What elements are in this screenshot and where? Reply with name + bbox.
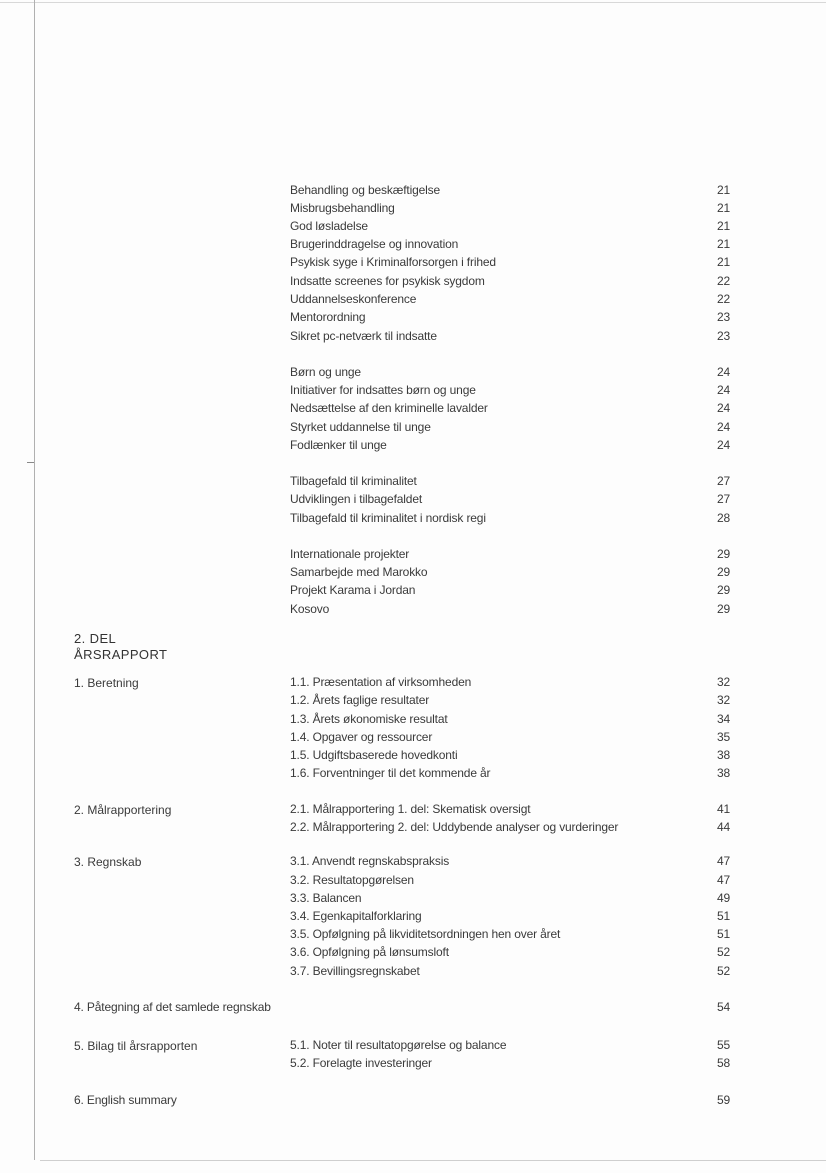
toc-entry-label: Sikret pc-netværk til indsatte xyxy=(290,329,437,343)
toc-entry-page: 22 xyxy=(716,274,730,288)
toc-entry-page: 29 xyxy=(716,583,730,597)
toc-entry[interactable] xyxy=(290,800,730,818)
toc-entry-page: 21 xyxy=(716,201,730,215)
toc-entry-page: 49 xyxy=(716,891,730,905)
toc-entry-label: Tilbagefald til kriminalitet i nordisk regi xyxy=(290,511,486,525)
toc-entry[interactable] xyxy=(290,871,730,889)
toc-entry[interactable] xyxy=(290,472,730,490)
toc-entry-label: 3.2. Resultatopgørelsen xyxy=(290,873,414,887)
toc-entry-page: 21 xyxy=(716,237,730,251)
toc-entry-label: 5.2. Forelagte investeringer xyxy=(290,1056,432,1070)
toc-entry-label: 2.1. Målrapportering 1. del: Skematisk oversigt xyxy=(290,802,531,816)
toc-entry-page: 21 xyxy=(716,183,730,197)
toc-entry[interactable] xyxy=(290,308,730,326)
toc-entry-label: 3.1. Anvendt regnskabspraksis xyxy=(290,854,450,868)
toc-entry-page: 29 xyxy=(716,565,730,579)
toc-entry-label: 3.6. Opfølgning på lønsumsloft xyxy=(290,945,449,959)
toc-entry-label: 1.6. Forventninger til det kommende år xyxy=(290,766,491,780)
toc-entry-label: Uddannelseskonference xyxy=(290,292,417,306)
toc-entry-label: Kosovo xyxy=(290,602,330,616)
toc-entry-page: 34 xyxy=(716,712,730,726)
toc-entry-page: 51 xyxy=(716,909,730,923)
toc-entry-label: 2.2. Målrapportering 2. del: Uddybende analyser og vurderinger xyxy=(290,820,619,834)
toc-entry-label: Indsatte screenes for psykisk sygdom xyxy=(290,274,485,288)
toc-entry[interactable] xyxy=(290,436,730,454)
toc-entry[interactable] xyxy=(290,746,730,764)
toc-entry-label: Fodlænker til unge xyxy=(290,438,387,452)
toc-entry-page: 47 xyxy=(716,854,730,868)
toc-entry[interactable] xyxy=(290,600,730,618)
toc-entry[interactable] xyxy=(290,1036,730,1054)
toc-entry[interactable] xyxy=(290,399,730,417)
toc-entry[interactable] xyxy=(290,907,730,925)
toc-entry[interactable] xyxy=(290,563,730,581)
section-title: 2. Målrapportering xyxy=(74,803,172,817)
toc-entry[interactable] xyxy=(290,889,730,907)
toc-entry-label: Børn og unge xyxy=(290,365,361,379)
toc-entry-label: God løsladelse xyxy=(290,219,368,233)
toc-entry-label: Projekt Karama i Jordan xyxy=(290,583,416,597)
toc-entry[interactable] xyxy=(290,764,730,782)
toc-entry[interactable] xyxy=(290,581,730,599)
toc-entry-label: Psykisk syge i Kriminalforsorgen i frihed xyxy=(290,255,496,269)
toc-entry-page: 59 xyxy=(716,1093,730,1107)
toc-entry-label: Mentorordning xyxy=(290,310,366,324)
toc-entry-label: 1.2. Årets faglige resultater xyxy=(290,693,430,707)
toc-entry-label: Internationale projekter xyxy=(290,547,410,561)
toc-entry-label: 5.1. Noter til resultatopgørelse og balance xyxy=(290,1038,507,1052)
toc-entry-page: 21 xyxy=(716,219,730,233)
toc-entry[interactable] xyxy=(290,710,730,728)
section-title: 3. Regnskab xyxy=(74,855,142,869)
toc-entry-page: 32 xyxy=(716,675,730,689)
toc-entry-label: 3.3. Balancen xyxy=(290,891,362,905)
toc-entry[interactable] xyxy=(290,253,730,271)
toc-entry-page: 55 xyxy=(716,1038,730,1052)
toc-entry[interactable] xyxy=(290,673,730,691)
toc-entry-label: Initiativer for indsattes børn og unge xyxy=(290,383,476,397)
toc-entry-page: 28 xyxy=(716,511,730,525)
toc-entry-label: Styrket uddannelse til unge xyxy=(290,420,431,434)
toc-entry-page: 24 xyxy=(716,401,730,415)
part-heading xyxy=(74,631,167,663)
page-edge-top xyxy=(0,2,826,3)
toc-entry-page: 32 xyxy=(716,693,730,707)
toc-entry-label: Samarbejde med Marokko xyxy=(290,565,428,579)
toc-entry-page: 22 xyxy=(716,292,730,306)
toc-entry-page: 23 xyxy=(716,329,730,343)
toc-entry-page: 29 xyxy=(716,547,730,561)
toc-entry[interactable] xyxy=(290,490,730,508)
toc-entry-label: Misbrugsbehandling xyxy=(290,201,395,215)
toc-entry-page: 27 xyxy=(716,492,730,506)
toc-entry-label: Behandling og beskæftigelse xyxy=(290,183,441,197)
toc-entry-page: 35 xyxy=(716,730,730,744)
section-title: 1. Beretning xyxy=(74,676,139,690)
toc-entry-page: 41 xyxy=(716,802,730,816)
section-title: 6. English summary xyxy=(74,1093,177,1107)
toc-entry[interactable] xyxy=(290,381,730,399)
toc-entry[interactable] xyxy=(290,545,730,563)
toc-entry-page: 29 xyxy=(716,602,730,616)
toc-entry-page: 24 xyxy=(716,383,730,397)
toc-entry-label: 1.5. Udgiftsbaserede hovedkonti xyxy=(290,748,458,762)
toc-entry-label: 1.3. Årets økonomiske resultat xyxy=(290,712,448,726)
section-title: 4. Påtegning af det samlede regnskab xyxy=(74,1000,271,1014)
toc-entry[interactable] xyxy=(290,272,730,290)
toc-entry[interactable] xyxy=(290,1054,730,1072)
toc-entry-page: 52 xyxy=(716,945,730,959)
section-title: 5. Bilag til årsrapporten xyxy=(74,1039,198,1053)
toc-entry-page: 47 xyxy=(716,873,730,887)
toc-entry[interactable] xyxy=(290,943,730,961)
toc-entry-page: 58 xyxy=(716,1056,730,1070)
toc-entry[interactable] xyxy=(290,962,730,980)
toc-entry[interactable] xyxy=(290,327,730,345)
toc-entry-label: Brugerinddragelse og innovation xyxy=(290,237,459,251)
toc-entry[interactable] xyxy=(290,181,730,199)
part-number: 2. DEL xyxy=(74,631,117,646)
toc-entry[interactable] xyxy=(290,691,730,709)
toc-entry[interactable] xyxy=(290,217,730,235)
toc-entry[interactable] xyxy=(74,1091,730,1109)
toc-entry-label: 3.5. Opfølgning på likviditetsordningen hen over året xyxy=(290,927,561,941)
toc-entry[interactable] xyxy=(290,363,730,381)
toc-entry-label: 1.1. Præsentation af virksomheden xyxy=(290,675,472,689)
toc-entry-page: 38 xyxy=(716,766,730,780)
toc-entry-label: 1.4. Opgaver og ressourcer xyxy=(290,730,433,744)
toc-entry-page: 21 xyxy=(716,255,730,269)
toc-entry-label: Nedsættelse af den kriminelle lavalder xyxy=(290,401,488,415)
toc-entry-page: 38 xyxy=(716,748,730,762)
toc-entry-page: 24 xyxy=(716,365,730,379)
toc-entry-page: 51 xyxy=(716,927,730,941)
toc-entry[interactable] xyxy=(290,852,730,870)
toc-entry[interactable] xyxy=(290,818,730,836)
toc-entry-label: 3.7. Bevillingsregnskabet xyxy=(290,964,420,978)
toc-entry[interactable] xyxy=(290,199,730,217)
toc-entry-page: 27 xyxy=(716,474,730,488)
toc-entry-label: 3.4. Egenkapitalforklaring xyxy=(290,909,422,923)
toc-entry-page: 24 xyxy=(716,420,730,434)
part-title: ÅRSRAPPORT xyxy=(74,647,168,662)
toc-entry-page: 52 xyxy=(716,964,730,978)
toc-entry[interactable] xyxy=(290,418,730,436)
toc-entry[interactable] xyxy=(290,235,730,253)
page-edge-bottom xyxy=(40,1160,826,1161)
toc-entry-page: 44 xyxy=(716,820,730,834)
toc-entry-page: 54 xyxy=(716,1000,730,1014)
toc-entry[interactable] xyxy=(290,509,730,527)
toc-entry-page: 24 xyxy=(716,438,730,452)
toc-entry[interactable] xyxy=(290,925,730,943)
scan-mark xyxy=(27,462,34,463)
page-edge-left xyxy=(34,0,35,1160)
toc-entry[interactable] xyxy=(74,998,730,1016)
toc-entry-label: Tilbagefald til kriminalitet xyxy=(290,474,417,488)
toc-entry[interactable] xyxy=(290,728,730,746)
toc-entry-page: 23 xyxy=(716,310,730,324)
toc-entry-label: Udviklingen i tilbagefaldet xyxy=(290,492,423,506)
toc-entry[interactable] xyxy=(290,290,730,308)
